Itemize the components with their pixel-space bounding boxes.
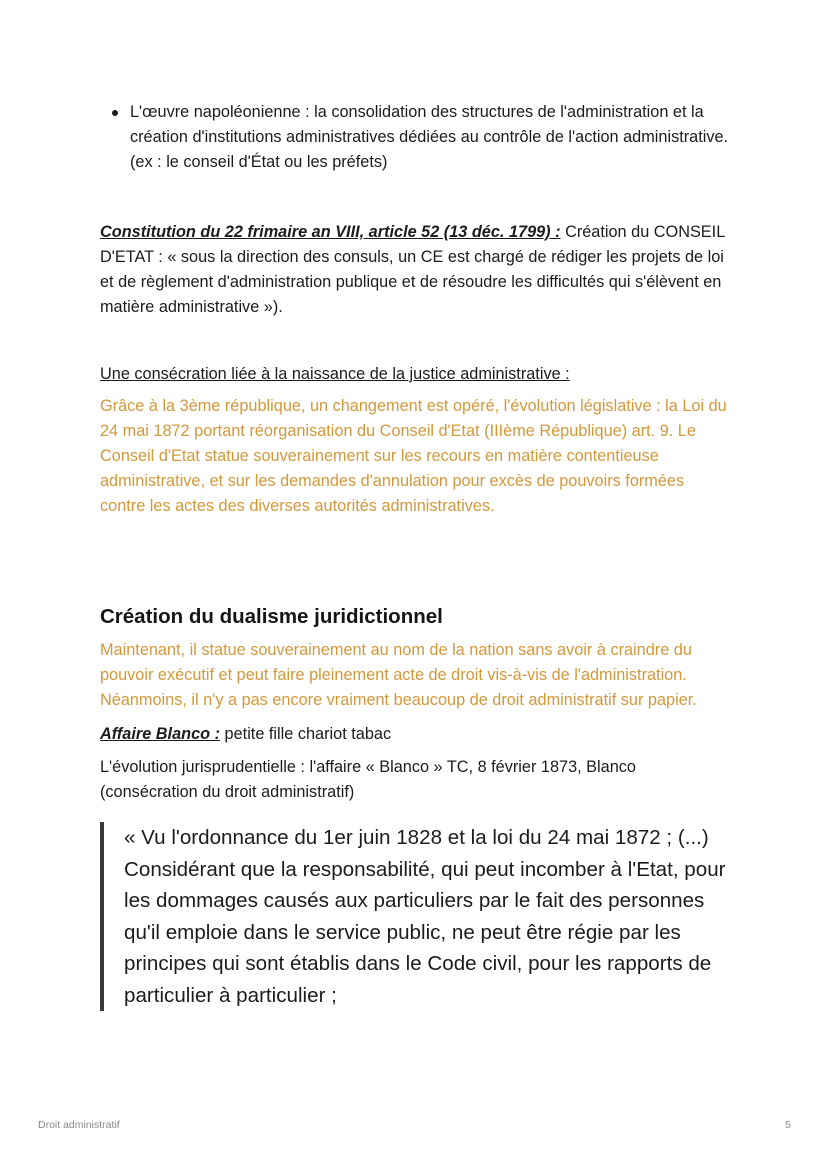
blanco-quote: [100, 822, 730, 1011]
blanco-note: petite fille chariot tabac: [220, 725, 392, 743]
dualisme-body: Maintenant, il statue souverainement au nom de la nation sans avoir à craindre du pouvoir exécutif et peut faire pleinement acte de droit vis-à-vis de l'administration. Néanmoins, il n'y a pas encore vraiment beaucoup de droit administratif sur papier.: [100, 641, 697, 709]
bullet-dot-icon: [112, 110, 118, 116]
constitution-body: Création du CONSEIL D'ETAT : « sous la direction des consuls, un CE est chargé de rédiger les projets de loi et de règlement d'administration publique et de résoudre les difficultés qui s'élèvent en matière administrative »).: [100, 223, 725, 316]
consecration-heading: Une consécration liée à la naissance de la justice administrative :: [100, 365, 570, 383]
constitution-title: Constitution du 22 frimaire an VIII, article 52 (13 déc. 1799) :: [100, 223, 561, 241]
footer-title: Droit administratif: [38, 1119, 120, 1131]
section-heading-dualisme: Création du dualisme juridictionnel: [100, 605, 443, 628]
blanco-quote-text: « Vu l'ordonnance du 1er juin 1828 et la loi du 24 mai 1872 ; (...) Considérant que la responsabilité, qui peut incomber à l'Etat, pour les dommages causés aux particuliers par le fait des personnes qu'il emploie dans le service public, ne peut être régie par les principes qui sont établis dans le Code civil, pour les rapports de particulier à particulier ;: [124, 826, 726, 1007]
bullet-item-napoleon: [100, 100, 730, 175]
footer-page-number: 5: [785, 1119, 791, 1131]
blanco-line: [100, 722, 730, 747]
constitution-paragraph: [100, 220, 730, 320]
blanco-evolution: L'évolution jurisprudentielle : l'affaire « Blanco » TC, 8 février 1873, Blanco (consécration du droit administratif): [100, 758, 636, 801]
blanco-label: Affaire Blanco :: [100, 725, 221, 743]
bullet-text: L'œuvre napoléonienne : la consolidation des structures de l'administration et la création d'institutions administratives dédiées au contrôle de l'action administrative. (ex : le conseil d'État ou les préfets): [130, 103, 729, 171]
bullet-list: [100, 100, 730, 175]
page-content: [100, 100, 730, 1011]
consecration-body: Grâce à la 3ème république, un changement est opéré, l'évolution législative : la Loi du 24 mai 1872 portant réorganisation du Conseil d'Etat (IIIème République) art. 9. Le Conseil d'Etat statue souverainement sur les recours en matière contentieuse administrative, et sur les demandes d'annulation pour excès de pouvoirs formées contre les actes des diverses autorités administratives.: [100, 397, 727, 515]
